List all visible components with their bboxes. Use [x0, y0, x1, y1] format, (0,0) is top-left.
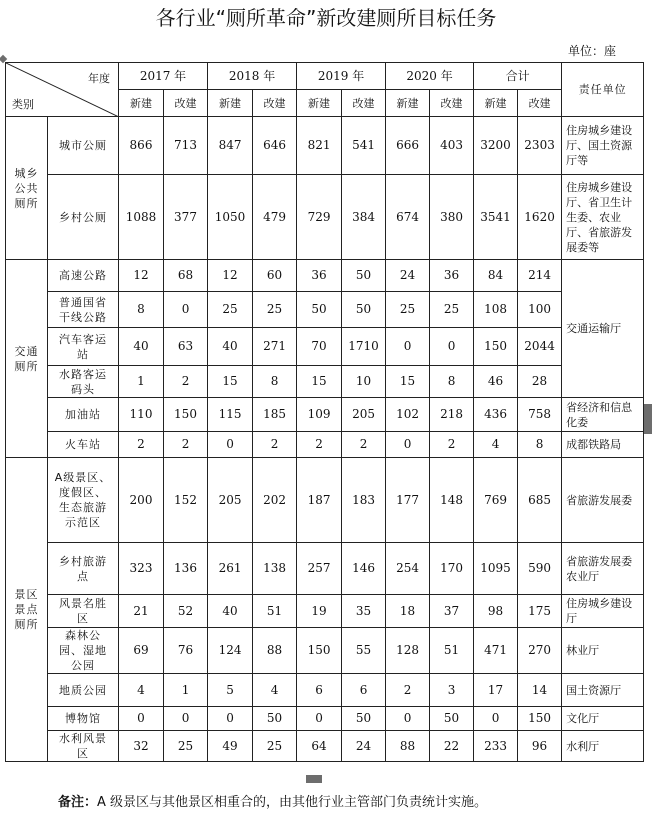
value-cell: 205	[342, 398, 386, 432]
value-cell: 28	[518, 366, 562, 398]
value-cell: 1088	[119, 175, 164, 260]
value-cell: 261	[208, 543, 253, 595]
value-cell: 685	[518, 458, 562, 543]
value-cell: 50	[297, 292, 342, 328]
new-header: 新建	[474, 90, 518, 117]
value-cell: 52	[164, 595, 208, 628]
responsible-unit: 林业厅	[562, 628, 644, 674]
value-cell: 254	[386, 543, 430, 595]
value-cell: 40	[208, 328, 253, 366]
value-cell: 6	[342, 674, 386, 707]
value-cell: 88	[253, 628, 297, 674]
value-cell: 0	[208, 432, 253, 458]
value-cell: 84	[474, 260, 518, 292]
target-table	[5, 62, 644, 762]
responsible-unit: 文化厅	[562, 707, 644, 731]
resize-handle-bottom[interactable]	[306, 775, 322, 783]
value-cell: 98	[474, 595, 518, 628]
year-header-2017: 2017 年	[119, 63, 208, 90]
row-label: 乡村旅游点	[48, 543, 119, 595]
value-cell: 88	[386, 731, 430, 762]
table-row	[6, 432, 644, 458]
year-header-2019: 2019 年	[297, 63, 386, 90]
table-row	[6, 398, 644, 432]
value-cell: 1050	[208, 175, 253, 260]
value-cell: 24	[342, 731, 386, 762]
value-cell: 0	[386, 328, 430, 366]
value-cell: 63	[164, 328, 208, 366]
responsible-unit: 省旅游发展委农业厅	[562, 543, 644, 595]
value-cell: 646	[253, 117, 297, 175]
value-cell: 96	[518, 731, 562, 762]
value-cell: 769	[474, 458, 518, 543]
value-cell: 479	[253, 175, 297, 260]
value-cell: 25	[208, 292, 253, 328]
value-cell: 2	[164, 366, 208, 398]
value-cell: 51	[430, 628, 474, 674]
value-cell: 109	[297, 398, 342, 432]
value-cell: 5	[208, 674, 253, 707]
value-cell: 14	[518, 674, 562, 707]
value-cell: 2	[119, 432, 164, 458]
value-cell: 3541	[474, 175, 518, 260]
value-cell: 32	[119, 731, 164, 762]
value-cell: 0	[208, 707, 253, 731]
row-label: 加油站	[48, 398, 119, 432]
value-cell: 4	[474, 432, 518, 458]
group-label: 城乡公共厕所	[6, 117, 48, 260]
row-label: 风景名胜区	[48, 595, 119, 628]
group-label: 景区景点厕所	[6, 458, 48, 762]
table-row	[6, 366, 644, 398]
value-cell: 51	[253, 595, 297, 628]
new-header: 新建	[386, 90, 430, 117]
row-label: A级景区、度假区、生态旅游示范区	[48, 458, 119, 543]
value-cell: 102	[386, 398, 430, 432]
value-cell: 110	[119, 398, 164, 432]
table-row	[6, 595, 644, 628]
rebuild-header: 改建	[253, 90, 297, 117]
value-cell: 214	[518, 260, 562, 292]
value-cell: 55	[342, 628, 386, 674]
value-cell: 40	[119, 328, 164, 366]
value-cell: 0	[297, 707, 342, 731]
value-cell: 4	[253, 674, 297, 707]
value-cell: 271	[253, 328, 297, 366]
value-cell: 115	[208, 398, 253, 432]
row-label: 普通国省干线公路	[48, 292, 119, 328]
new-header: 新建	[119, 90, 164, 117]
value-cell: 25	[164, 731, 208, 762]
value-cell: 205	[208, 458, 253, 543]
value-cell: 40	[208, 595, 253, 628]
responsible-unit: 住房城乡建设厅、省卫生计生委、农业厅、省旅游发展委等	[562, 175, 644, 260]
value-cell: 15	[386, 366, 430, 398]
value-cell: 10	[342, 366, 386, 398]
value-cell: 50	[430, 707, 474, 731]
value-cell: 49	[208, 731, 253, 762]
value-cell: 183	[342, 458, 386, 543]
value-cell: 758	[518, 398, 562, 432]
value-cell: 257	[297, 543, 342, 595]
footnote-label: 备注：	[58, 795, 98, 810]
value-cell: 6	[297, 674, 342, 707]
category-header-label: 类别	[12, 98, 34, 111]
year-header-2020: 2020 年	[386, 63, 474, 90]
value-cell: 128	[386, 628, 430, 674]
value-cell: 138	[253, 543, 297, 595]
total-header: 合计	[474, 63, 562, 90]
table-row	[6, 628, 644, 674]
value-cell: 3200	[474, 117, 518, 175]
value-cell: 674	[386, 175, 430, 260]
value-cell: 729	[297, 175, 342, 260]
value-cell: 70	[297, 328, 342, 366]
value-cell: 150	[164, 398, 208, 432]
value-cell: 0	[474, 707, 518, 731]
row-label: 高速公路	[48, 260, 119, 292]
value-cell: 170	[430, 543, 474, 595]
table-row	[6, 175, 644, 260]
value-cell: 136	[164, 543, 208, 595]
value-cell: 2	[164, 432, 208, 458]
value-cell: 148	[430, 458, 474, 543]
resize-handle-right[interactable]	[644, 404, 652, 434]
responsible-unit: 交通运输厅	[562, 260, 644, 398]
value-cell: 200	[119, 458, 164, 543]
row-label: 森林公园、湿地公园	[48, 628, 119, 674]
responsible-unit: 省经济和信息化委	[562, 398, 644, 432]
value-cell: 0	[386, 707, 430, 731]
row-label: 乡村公厕	[48, 175, 119, 260]
value-cell: 380	[430, 175, 474, 260]
value-cell: 0	[430, 328, 474, 366]
table-row	[6, 707, 644, 731]
new-header: 新建	[297, 90, 342, 117]
value-cell: 0	[119, 707, 164, 731]
responsible-unit: 住房城乡建设厅、国土资源厅等	[562, 117, 644, 175]
value-cell: 25	[386, 292, 430, 328]
rebuild-header: 改建	[518, 90, 562, 117]
table-row	[6, 731, 644, 762]
table-row	[6, 117, 644, 175]
responsible-unit: 国土资源厅	[562, 674, 644, 707]
row-label: 火车站	[48, 432, 119, 458]
value-cell: 36	[430, 260, 474, 292]
responsible-unit: 成都铁路局	[562, 432, 644, 458]
value-cell: 541	[342, 117, 386, 175]
value-cell: 218	[430, 398, 474, 432]
table-row	[6, 458, 644, 543]
rebuild-header: 改建	[342, 90, 386, 117]
value-cell: 8	[119, 292, 164, 328]
value-cell: 0	[386, 432, 430, 458]
value-cell: 24	[386, 260, 430, 292]
row-label: 地质公园	[48, 674, 119, 707]
value-cell: 46	[474, 366, 518, 398]
value-cell: 124	[208, 628, 253, 674]
value-cell: 3	[430, 674, 474, 707]
value-cell: 8	[430, 366, 474, 398]
value-cell: 19	[297, 595, 342, 628]
row-label: 水利风景区	[48, 731, 119, 762]
table-row	[6, 260, 644, 292]
page-title: 各行业“厕所革命”新改建厕所目标任务	[155, 6, 497, 30]
value-cell: 436	[474, 398, 518, 432]
responsible-header: 责任单位	[562, 63, 644, 117]
value-cell: 323	[119, 543, 164, 595]
value-cell: 0	[164, 292, 208, 328]
responsible-unit: 省旅游发展委	[562, 458, 644, 543]
value-cell: 2	[342, 432, 386, 458]
value-cell: 150	[297, 628, 342, 674]
value-cell: 108	[474, 292, 518, 328]
value-cell: 666	[386, 117, 430, 175]
year-header-2018: 2018 年	[208, 63, 297, 90]
value-cell: 152	[164, 458, 208, 543]
year-header-label: 年度	[88, 72, 110, 85]
table-row	[6, 328, 644, 366]
value-cell: 233	[474, 731, 518, 762]
value-cell: 50	[342, 292, 386, 328]
value-cell: 377	[164, 175, 208, 260]
value-cell: 25	[253, 731, 297, 762]
value-cell: 68	[164, 260, 208, 292]
value-cell: 100	[518, 292, 562, 328]
value-cell: 821	[297, 117, 342, 175]
value-cell: 1620	[518, 175, 562, 260]
footnote	[58, 791, 487, 810]
value-cell: 384	[342, 175, 386, 260]
value-cell: 270	[518, 628, 562, 674]
value-cell: 1710	[342, 328, 386, 366]
responsible-unit: 水利厅	[562, 731, 644, 762]
value-cell: 37	[430, 595, 474, 628]
row-label: 城市公厕	[48, 117, 119, 175]
value-cell: 35	[342, 595, 386, 628]
table-row	[6, 674, 644, 707]
value-cell: 8	[253, 366, 297, 398]
value-cell: 8	[518, 432, 562, 458]
value-cell: 50	[253, 707, 297, 731]
value-cell: 1095	[474, 543, 518, 595]
new-header: 新建	[208, 90, 253, 117]
value-cell: 403	[430, 117, 474, 175]
value-cell: 15	[297, 366, 342, 398]
value-cell: 25	[430, 292, 474, 328]
value-cell: 150	[474, 328, 518, 366]
value-cell: 202	[253, 458, 297, 543]
value-cell: 2303	[518, 117, 562, 175]
row-label: 汽车客运站	[48, 328, 119, 366]
value-cell: 0	[164, 707, 208, 731]
table-row	[6, 292, 644, 328]
value-cell: 471	[474, 628, 518, 674]
value-cell: 187	[297, 458, 342, 543]
row-label: 水路客运码头	[48, 366, 119, 398]
value-cell: 2	[386, 674, 430, 707]
value-cell: 22	[430, 731, 474, 762]
value-cell: 21	[119, 595, 164, 628]
value-cell: 64	[297, 731, 342, 762]
footnote-text: A 级景区与其他景区相重合的，由其他行业主管部门负责统计实施。	[97, 795, 488, 810]
group-label: 交通厕所	[6, 260, 48, 458]
value-cell: 1	[164, 674, 208, 707]
value-cell: 185	[253, 398, 297, 432]
responsible-unit: 住房城乡建设厅	[562, 595, 644, 628]
value-cell: 1	[119, 366, 164, 398]
value-cell: 2044	[518, 328, 562, 366]
value-cell: 2	[253, 432, 297, 458]
value-cell: 76	[164, 628, 208, 674]
value-cell: 150	[518, 707, 562, 731]
value-cell: 12	[119, 260, 164, 292]
rebuild-header: 改建	[164, 90, 208, 117]
value-cell: 50	[342, 260, 386, 292]
value-cell: 713	[164, 117, 208, 175]
table-row	[6, 543, 644, 595]
value-cell: 12	[208, 260, 253, 292]
value-cell: 36	[297, 260, 342, 292]
value-cell: 2	[430, 432, 474, 458]
row-label: 博物馆	[48, 707, 119, 731]
value-cell: 4	[119, 674, 164, 707]
value-cell: 2	[297, 432, 342, 458]
value-cell: 69	[119, 628, 164, 674]
value-cell: 15	[208, 366, 253, 398]
value-cell: 25	[253, 292, 297, 328]
value-cell: 847	[208, 117, 253, 175]
value-cell: 590	[518, 543, 562, 595]
value-cell: 146	[342, 543, 386, 595]
value-cell: 60	[253, 260, 297, 292]
value-cell: 17	[474, 674, 518, 707]
value-cell: 175	[518, 595, 562, 628]
rebuild-header: 改建	[430, 90, 474, 117]
header-diagonal-cell	[6, 63, 119, 117]
value-cell: 18	[386, 595, 430, 628]
value-cell: 177	[386, 458, 430, 543]
value-cell: 50	[342, 707, 386, 731]
unit-label: 单位：座	[567, 44, 616, 58]
value-cell: 866	[119, 117, 164, 175]
